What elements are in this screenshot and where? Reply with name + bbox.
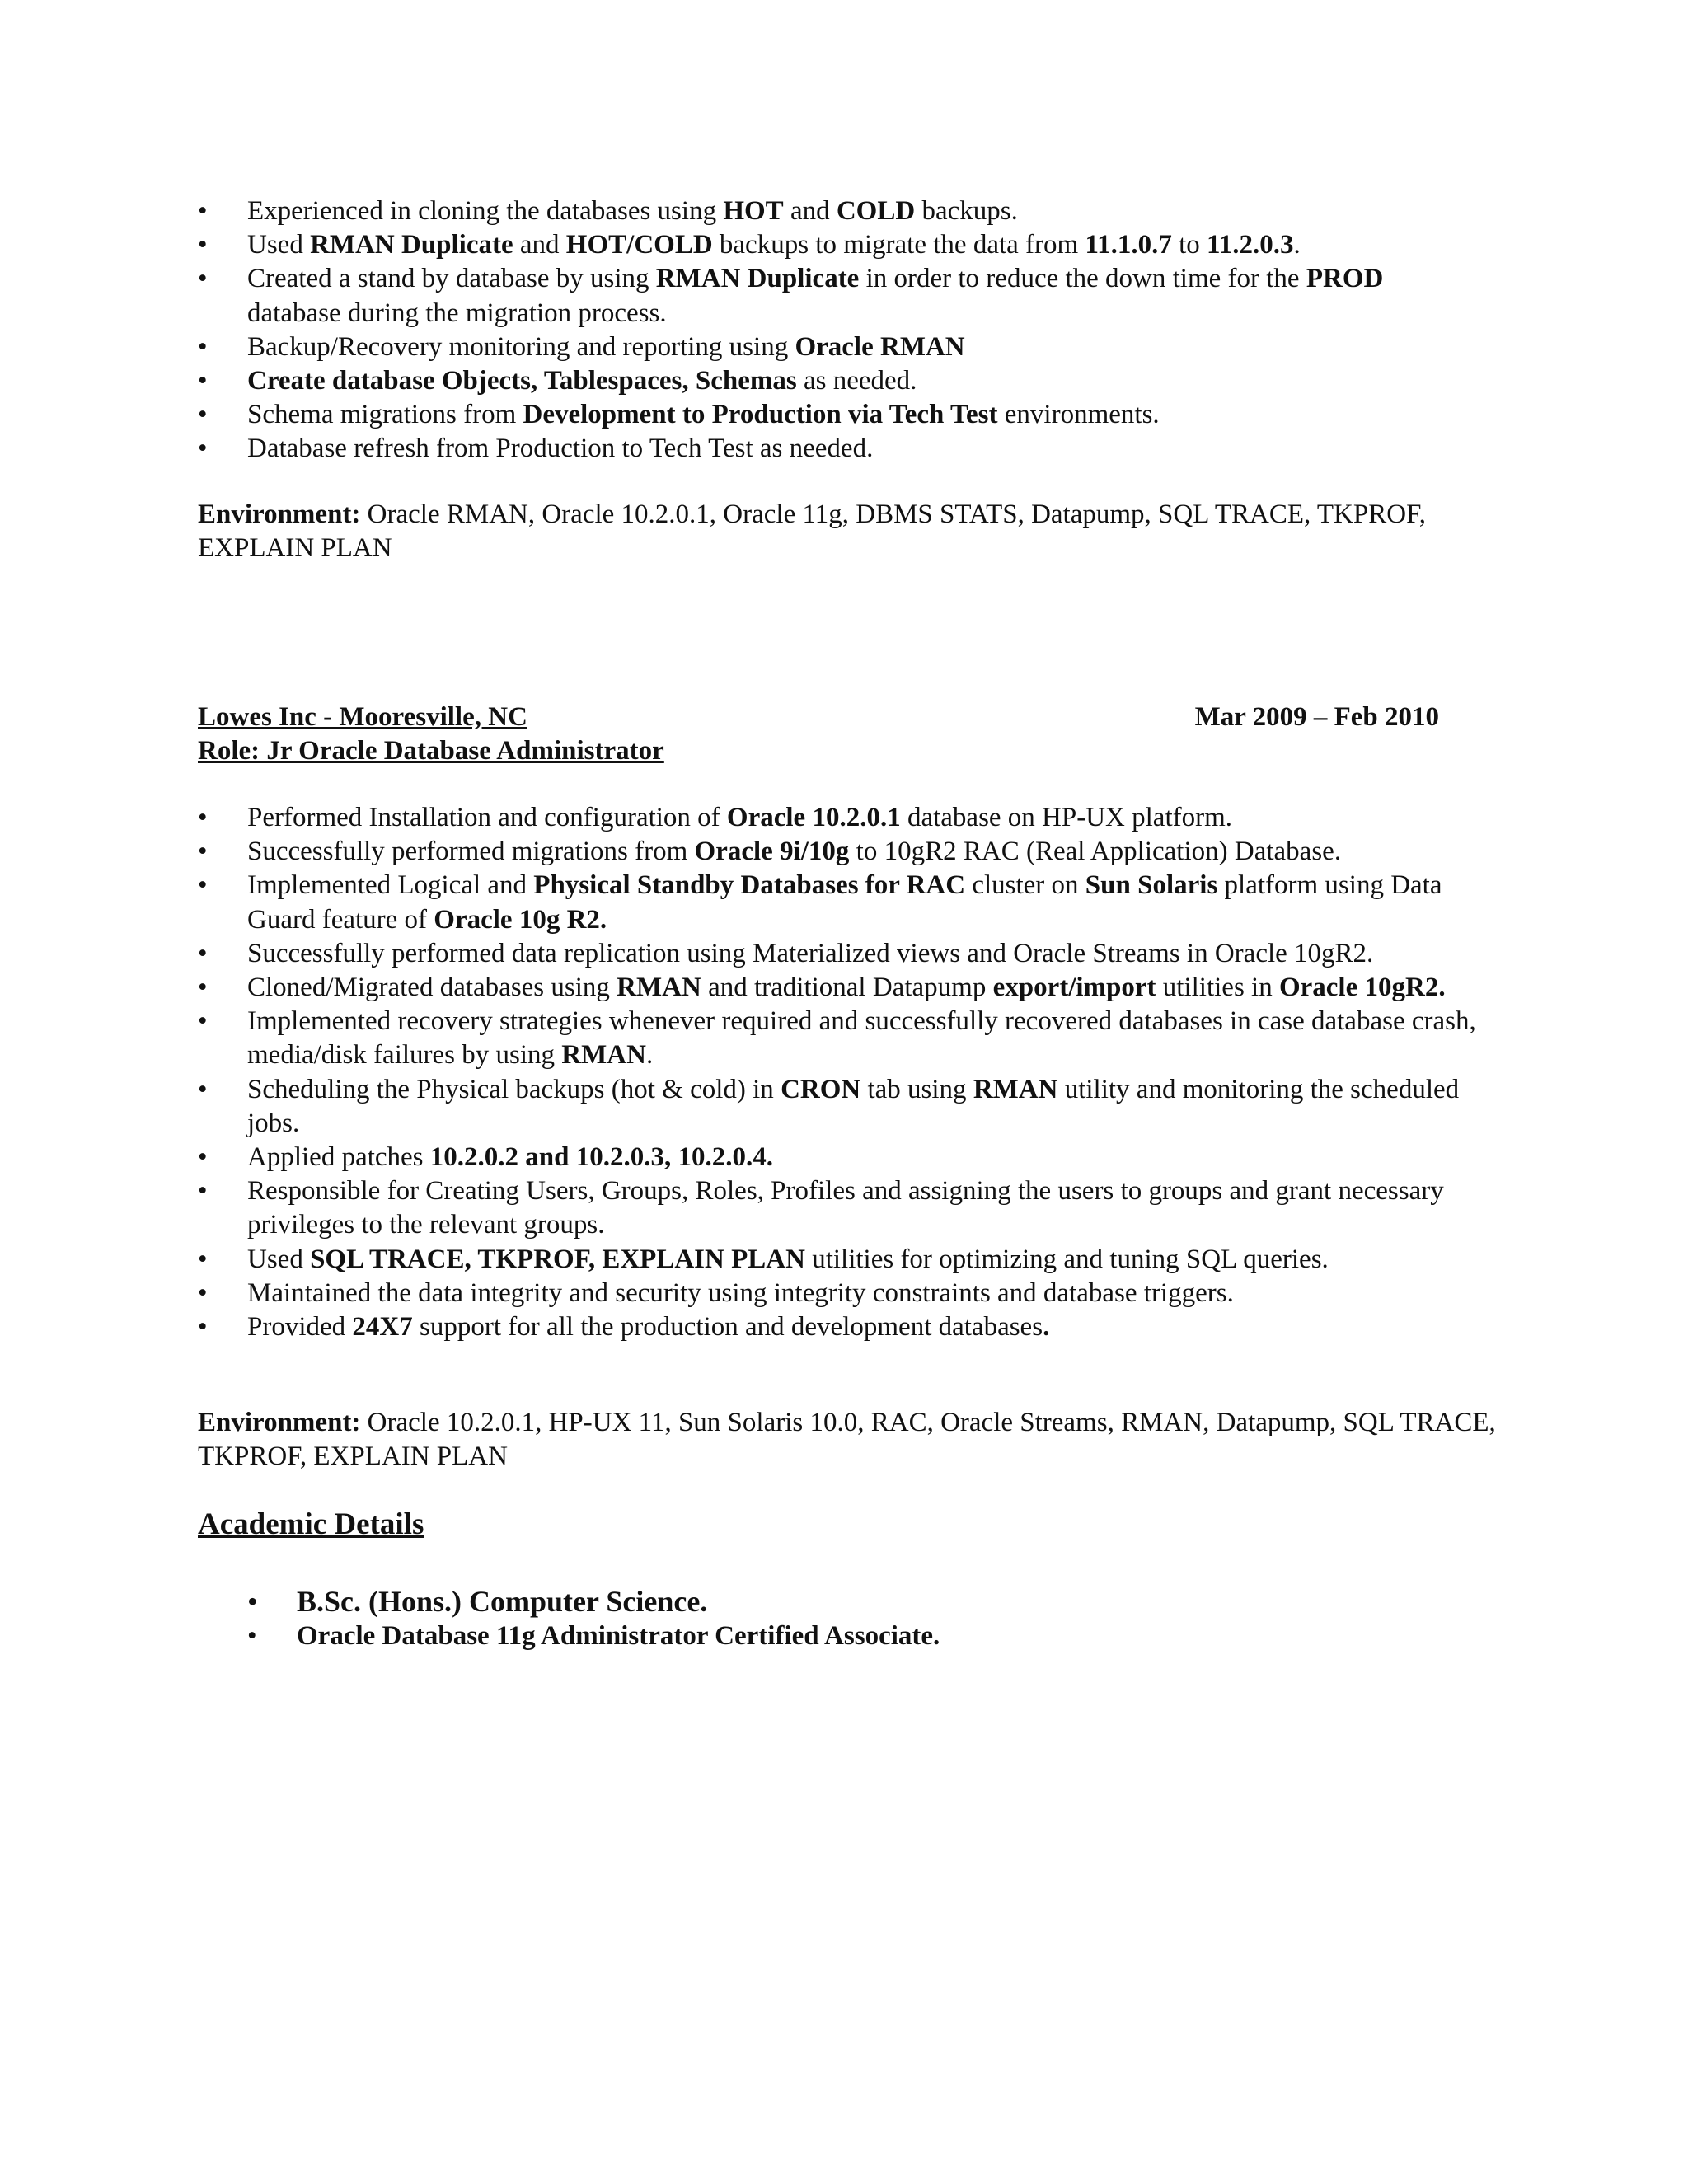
previous-job-environment	[198, 498, 1500, 565]
bullet-item: • Used RMAN Duplicate and HOT/COLD backups to migrate the data from 11.1.0.7 to 11.2.0.3.	[198, 228, 1484, 262]
bullet-item: • Database refresh from Production to Tech Test as needed.	[198, 432, 1484, 466]
lowes-job-header	[198, 701, 1439, 734]
bold-term: RMAN	[561, 1040, 646, 1071]
bullet-item: • Used SQL TRACE, TKPROF, EXPLAIN PLAN utilities for optimizing and tuning SQL queries.	[198, 1243, 1484, 1277]
bullet-item: • Successfully performed data replication using Materialized views and Oracle Streams in Oracle 10gR2.	[198, 937, 1484, 971]
environment-text: Oracle 10.2.0.1, HP-UX 11, Sun Solaris 10.0, RAC, Oracle Streams, RMAN, Datapump, SQL TRACE, TKPROF, EXPLAIN PLAN	[198, 1408, 1496, 1471]
bold-term: Oracle RMAN	[795, 331, 965, 362]
academic-item: • B.Sc. (Hons.) Computer Science.	[247, 1584, 940, 1619]
bold-term: Oracle 10g R2.	[434, 904, 607, 935]
bold-term: PROD	[1306, 264, 1384, 294]
job-dates: Mar 2009 – Feb 2010	[1194, 702, 1439, 732]
company-name: Lowes Inc - Mooresville, NC	[198, 702, 528, 732]
bold-term: Oracle 9i/10g	[694, 837, 850, 867]
bold-term: HOT/COLD	[565, 230, 713, 260]
bold-term: RMAN Duplicate	[310, 230, 513, 260]
lowes-job-bullets	[198, 801, 1484, 1344]
bullet-item: • Created a stand by database by using RMAN Duplicate in order to reduce the down time for the PROD database during the migration process.	[198, 262, 1484, 330]
bold-term: Development to Production via Tech Test	[523, 400, 998, 430]
job-role: Role: Jr Oracle Database Administrator	[198, 736, 664, 766]
bullet-item: • Experienced in cloning the databases using HOT and COLD backups.	[198, 194, 1484, 228]
environment-label: Environment:	[198, 499, 361, 529]
bold-term: Oracle 10gR2.	[1278, 972, 1446, 1003]
environment-label: Environment:	[198, 1408, 361, 1437]
academic-item: • Oracle Database 11g Administrator Certified Associate.	[247, 1619, 940, 1653]
bold-term: RMAN	[973, 1074, 1058, 1104]
bold-term: HOT	[723, 196, 784, 226]
bullet-item: • Backup/Recovery monitoring and reporting using Oracle RMAN	[198, 330, 1484, 364]
bullet-item: • Successfully performed migrations from Oracle 9i/10g to 10gR2 RAC (Real Application) Database.	[198, 835, 1484, 869]
academic-details-title: Academic Details	[198, 1507, 424, 1541]
bold-term: Sun Solaris	[1085, 870, 1218, 901]
bold-term: SQL TRACE, TKPROF, EXPLAIN PLAN	[310, 1244, 805, 1274]
bullet-item: • Schema migrations from Development to Production via Tech Test environments.	[198, 398, 1484, 432]
bold-term: 11.1.0.7	[1085, 230, 1172, 260]
bullet-item: • Scheduling the Physical backups (hot & cold) in CRON tab using RMAN utility and monitoring the scheduled jobs.	[198, 1073, 1484, 1141]
bold-term: Oracle 10.2.0.1	[726, 803, 901, 832]
bullet-item: • Provided 24X7 support for all the production and development databases.	[198, 1310, 1484, 1344]
bold-term: RMAN Duplicate	[655, 264, 860, 294]
bullet-item: • Maintained the data integrity and security using integrity constraints and database triggers.	[198, 1277, 1484, 1310]
bold-term: 11.2.0.3	[1207, 230, 1294, 260]
bold-term: COLD	[836, 196, 916, 226]
bold-term: CRON	[781, 1074, 861, 1104]
bold-term: 10.2.0.2 and 10.2.0.3, 10.2.0.4.	[429, 1142, 773, 1173]
bullet-item: • Cloned/Migrated databases using RMAN and traditional Datapump export/import utilities in Oracle 10gR2.	[198, 971, 1484, 1005]
bold-term: .	[1043, 1312, 1050, 1343]
bullet-item: • Applied patches 10.2.0.2 and 10.2.0.3, 10.2.0.4.	[198, 1141, 1484, 1174]
academic-list	[247, 1584, 940, 1653]
bold-term: Create database Objects, Tablespaces, Schemas	[247, 366, 797, 396]
bullet-item: • Performed Installation and configuration of Oracle 10.2.0.1 database on HP-UX platform.	[198, 801, 1484, 835]
bold-term: 24X7	[352, 1312, 413, 1343]
environment-text: Oracle RMAN, Oracle 10.2.0.1, Oracle 11g, DBMS STATS, Datapump, SQL TRACE, TKPROF, EXPLAIN PLAN	[198, 499, 1427, 563]
lowes-job-environment	[198, 1406, 1500, 1474]
bold-term: RMAN	[617, 972, 701, 1003]
bullet-item: • Responsible for Creating Users, Groups, Roles, Profiles and assigning the users to groups and grant necessary privileges to the relevant groups.	[198, 1174, 1484, 1242]
bold-term: export/import	[992, 972, 1156, 1003]
bullet-item: • Create database Objects, Tablespaces, Schemas as needed.	[198, 364, 1484, 398]
bullet-item: • Implemented recovery strategies whenever required and successfully recovered databases in case database crash, media/disk failures by using RMAN.	[198, 1005, 1484, 1072]
bold-term: Physical Standby Databases for RAC	[533, 870, 966, 901]
bullet-item: • Implemented Logical and Physical Standby Databases for RAC cluster on Sun Solaris platform using Data Guard feature of Oracle 10g R2.	[198, 869, 1484, 936]
previous-job-bullets	[198, 194, 1484, 466]
